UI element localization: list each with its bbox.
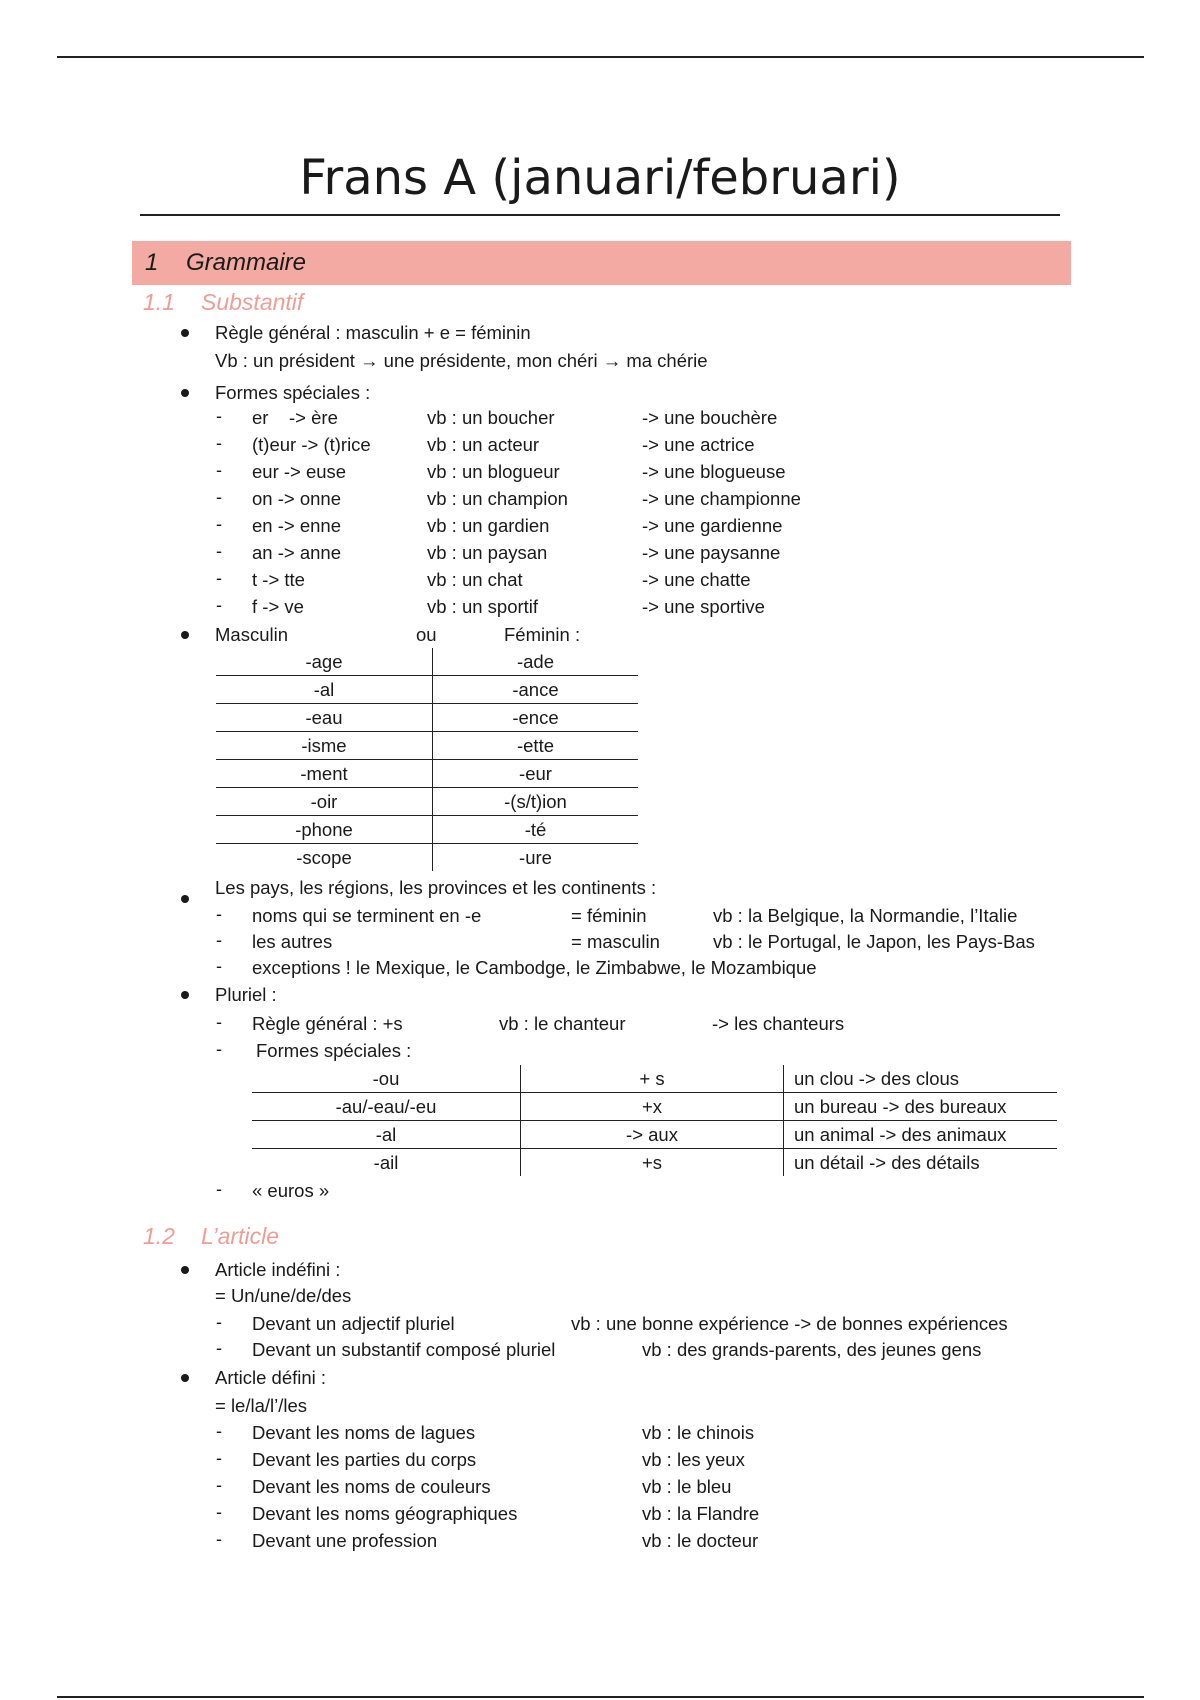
article-rule: Devant les noms géographiques bbox=[252, 1503, 518, 1524]
suffix-rule: an -> anne bbox=[252, 542, 341, 563]
special-forms-label: Formes spéciales : bbox=[215, 382, 371, 403]
example: vb : un acteur bbox=[427, 434, 540, 455]
dash-icon: - bbox=[216, 1421, 222, 1441]
article-example: vb : le bleu bbox=[642, 1476, 732, 1497]
article-example: vb : le chinois bbox=[642, 1422, 755, 1443]
article-rule: Devant un adjectif pluriel bbox=[252, 1313, 455, 1334]
masc-suffix: -scope bbox=[216, 844, 433, 872]
masculin-label: Masculin bbox=[215, 624, 288, 645]
masc-suffix: -age bbox=[305, 651, 343, 672]
indefinite-forms: = Un/une/de/des bbox=[215, 1285, 352, 1306]
article-rule: Devant les noms de couleurs bbox=[252, 1476, 491, 1497]
table-row bbox=[216, 760, 638, 788]
article-example: vb : les yeux bbox=[642, 1449, 745, 1470]
result: -> une sportive bbox=[642, 596, 765, 617]
dash-icon: - bbox=[216, 1012, 222, 1032]
feminin-label: Féminin : bbox=[504, 624, 581, 645]
page-title: Frans A (januari/februari) bbox=[299, 150, 901, 206]
dash-icon: - bbox=[216, 1338, 222, 1358]
indefinite-label: Article indéfini : bbox=[215, 1259, 341, 1280]
plural-change: +s bbox=[521, 1149, 784, 1177]
table-row bbox=[216, 844, 638, 872]
example: vb : un sportif bbox=[427, 596, 539, 617]
result: -> une bouchère bbox=[642, 407, 778, 428]
definite-forms: = le/la/l’/les bbox=[215, 1395, 308, 1416]
suffix-rule: en -> enne bbox=[252, 515, 341, 536]
result: -> une chatte bbox=[642, 569, 751, 590]
article-example: vb : une bonne expérience -> de bonnes expériences bbox=[571, 1313, 1008, 1334]
section-number: 1 bbox=[145, 249, 159, 276]
table-row bbox=[216, 704, 638, 732]
country-rule: noms qui se terminent en -e bbox=[252, 905, 482, 926]
plural-example: un détail -> des détails bbox=[784, 1149, 1058, 1177]
result: -> une blogueuse bbox=[642, 461, 786, 482]
plural-example: un bureau -> des bureaux bbox=[784, 1093, 1058, 1121]
fem-suffix: -ence bbox=[433, 704, 639, 732]
suffix-rule: (t)eur -> (t)rice bbox=[252, 434, 371, 455]
plural-ending: -al bbox=[252, 1121, 521, 1149]
example: vb : un paysan bbox=[427, 542, 548, 563]
dash-icon: - bbox=[216, 460, 222, 480]
plural-special-label: Formes spéciales : bbox=[256, 1040, 412, 1061]
subsection-number: 1.1 bbox=[143, 289, 175, 315]
result: -> une gardienne bbox=[642, 515, 783, 536]
dash-icon: - bbox=[216, 956, 222, 976]
masc-suffix: -ment bbox=[216, 760, 433, 788]
table-row bbox=[252, 1065, 1057, 1093]
table-row bbox=[216, 648, 638, 676]
countries-label: Les pays, les régions, les provinces et les continents : bbox=[215, 877, 657, 898]
bullet-icon bbox=[181, 389, 189, 397]
plural-ending: -ou bbox=[372, 1068, 400, 1089]
bullet-icon bbox=[181, 631, 189, 639]
subsection-title: Substantif bbox=[201, 289, 304, 315]
result: -> une actrice bbox=[642, 434, 755, 455]
fem-suffix: -ette bbox=[433, 732, 639, 760]
fem-suffix: -ure bbox=[433, 844, 639, 872]
article-example: vb : le docteur bbox=[642, 1530, 759, 1551]
header-rule bbox=[57, 56, 1144, 58]
plural-example: un clou -> des clous bbox=[784, 1065, 1058, 1093]
table-row bbox=[216, 676, 638, 704]
plural-change: + s bbox=[521, 1065, 784, 1093]
title-underline bbox=[140, 214, 1060, 216]
country-gender: = féminin bbox=[571, 905, 647, 926]
example: vb : un champion bbox=[427, 488, 568, 509]
country-example: vb : la Belgique, la Normandie, l’Italie bbox=[713, 905, 1018, 926]
euros-note: « euros » bbox=[252, 1180, 330, 1201]
article-rule: Devant les parties du corps bbox=[252, 1449, 477, 1470]
country-example: vb : le Portugal, le Japon, les Pays-Bas bbox=[713, 931, 1035, 952]
suffix-rule: eur -> euse bbox=[252, 461, 347, 482]
example: vb : un gardien bbox=[427, 515, 550, 536]
fem-suffix: -ade bbox=[433, 648, 639, 676]
dash-icon: - bbox=[216, 1179, 222, 1199]
gender-suffix-table bbox=[216, 648, 638, 871]
subsection-title: L’article bbox=[201, 1223, 279, 1249]
rule-text: Règle général : masculin + e = féminin bbox=[215, 322, 531, 343]
bullet-icon bbox=[181, 329, 189, 337]
fem-suffix: -eur bbox=[433, 760, 639, 788]
section-title: Grammaire bbox=[186, 249, 307, 276]
fem-suffix: -(s/t)ion bbox=[433, 788, 639, 816]
plural-forms-table bbox=[252, 1065, 1057, 1176]
article-rule: Devant un substantif composé pluriel bbox=[252, 1339, 556, 1360]
dash-icon: - bbox=[216, 541, 222, 561]
dash-icon: - bbox=[216, 1448, 222, 1468]
masc-suffix: -isme bbox=[216, 732, 433, 760]
masc-suffix: -eau bbox=[216, 704, 433, 732]
footer-rule bbox=[57, 1696, 1144, 1698]
definite-label: Article défini : bbox=[215, 1367, 327, 1388]
dash-icon: - bbox=[216, 1502, 222, 1522]
example: vb : un blogueur bbox=[427, 461, 560, 482]
dash-icon: - bbox=[216, 595, 222, 615]
plural-ending: -ail bbox=[252, 1149, 521, 1177]
bullet-icon bbox=[181, 895, 189, 903]
table-row bbox=[252, 1149, 1057, 1177]
result: -> une paysanne bbox=[642, 542, 781, 563]
dash-icon: - bbox=[216, 930, 222, 950]
plural-example: vb : le chanteur bbox=[499, 1013, 626, 1034]
bullet-icon bbox=[181, 1374, 189, 1382]
country-exceptions: exceptions ! le Mexique, le Cambodge, le Zimbabwe, le Mozambique bbox=[252, 957, 817, 978]
article-rule: Devant les noms de lagues bbox=[252, 1422, 476, 1443]
masc-suffix: -al bbox=[216, 676, 433, 704]
dash-icon: - bbox=[216, 1312, 222, 1332]
suffix-rule: t -> tte bbox=[252, 569, 305, 590]
bullet-icon bbox=[181, 1266, 189, 1274]
table-row bbox=[216, 788, 638, 816]
table-row bbox=[216, 816, 638, 844]
article-rule: Devant une profession bbox=[252, 1530, 438, 1551]
dash-icon: - bbox=[216, 433, 222, 453]
rule-example: Vb : un président → une présidente, mon chéri → ma chérie bbox=[215, 350, 708, 371]
plural-label: Pluriel : bbox=[215, 984, 277, 1005]
article-example: vb : des grands-parents, des jeunes gens bbox=[642, 1339, 982, 1360]
masc-suffix: -oir bbox=[216, 788, 433, 816]
masc-suffix: -phone bbox=[216, 816, 433, 844]
plural-change: -> aux bbox=[521, 1121, 784, 1149]
plural-rule: Règle général : +s bbox=[252, 1013, 403, 1034]
country-gender: = masculin bbox=[571, 931, 660, 952]
plural-ending: -au/-eau/-eu bbox=[252, 1093, 521, 1121]
dash-icon: - bbox=[216, 1039, 222, 1059]
suffix-rule: on -> onne bbox=[252, 488, 341, 509]
fem-suffix: -té bbox=[433, 816, 639, 844]
suffix-rule: er -> ère bbox=[252, 407, 338, 428]
dash-icon: - bbox=[216, 1475, 222, 1495]
example: vb : un chat bbox=[427, 569, 523, 590]
suffix-rule: f -> ve bbox=[252, 596, 304, 617]
dash-icon: - bbox=[216, 514, 222, 534]
example: vb : un boucher bbox=[427, 407, 555, 428]
dash-icon: - bbox=[216, 1529, 222, 1549]
article-example: vb : la Flandre bbox=[642, 1503, 760, 1524]
table-row bbox=[252, 1093, 1057, 1121]
result: -> une championne bbox=[642, 488, 801, 509]
table-row bbox=[216, 732, 638, 760]
section-heading-grammaire bbox=[132, 241, 1071, 285]
ou-label: ou bbox=[416, 624, 437, 645]
dash-icon: - bbox=[216, 904, 222, 924]
dash-icon: - bbox=[216, 568, 222, 588]
fem-suffix: -ance bbox=[433, 676, 639, 704]
plural-change: +x bbox=[521, 1093, 784, 1121]
dash-icon: - bbox=[216, 406, 222, 426]
plural-example: un animal -> des animaux bbox=[784, 1121, 1058, 1149]
bullet-icon bbox=[181, 991, 189, 999]
subsection-number: 1.2 bbox=[143, 1223, 175, 1249]
country-rule: les autres bbox=[252, 931, 333, 952]
table-row bbox=[252, 1121, 1057, 1149]
dash-icon: - bbox=[216, 487, 222, 507]
plural-result: -> les chanteurs bbox=[712, 1013, 845, 1034]
